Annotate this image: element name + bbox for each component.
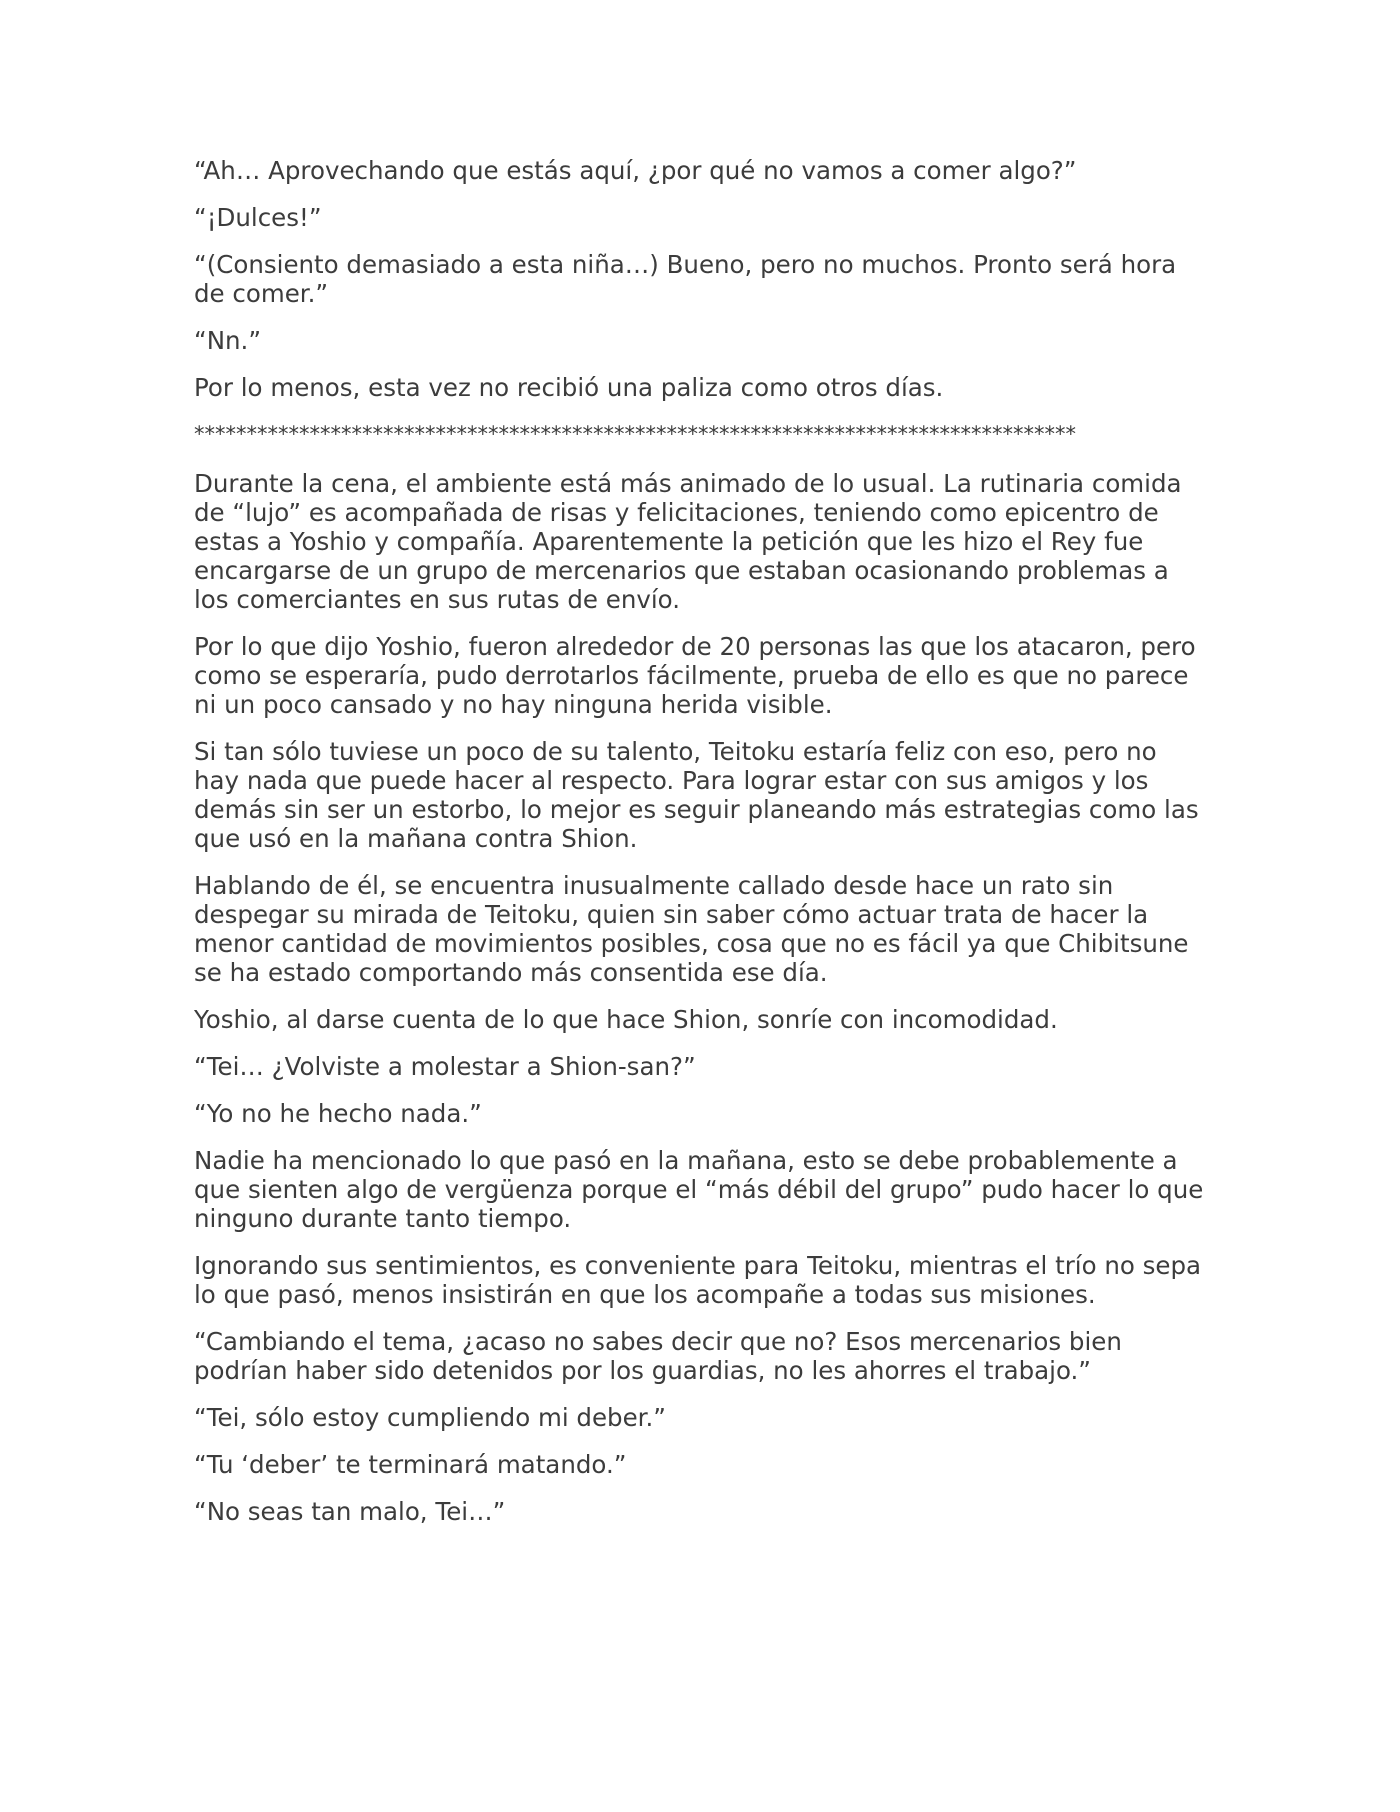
narration-paragraph: Yoshio, al darse cuenta de lo que hace Shion, sonríe con incomodidad.	[194, 1005, 1058, 1034]
dialogue-line: “Nn.”	[194, 326, 262, 355]
dialogue-line: “Tei… ¿Volviste a molestar a Shion-san?”	[194, 1052, 696, 1081]
narration-paragraph: Ignorando sus sentimientos, es conveniente para Teitoku, mientras el trío no sepa lo que pasó, menos insistirán en que los acompañe a todas sus misiones.	[194, 1251, 1202, 1309]
narration-paragraph: Si tan sólo tuviese un poco de su talento, Teitoku estaría feliz con eso, pero no hay nada que puede hacer al respecto. Para lograr estar con sus amigos y los demás sin ser un estorbo, lo mejor es seguir planeando más estrategias como las que usó en la mañana contra Shion.	[194, 737, 1199, 853]
narration-paragraph: Durante la cena, el ambiente está más animado de lo usual. La rutinaria comida de “lujo” es acompañada de risas y felicitaciones, teniendo como epicentro de estas a Yoshio y compañía. Aparentemente la petición que les hizo el Rey fue encargarse de un grupo de mercenarios que estaban ocasionando problemas a los comerciantes en sus rutas de envío.	[194, 469, 1182, 614]
dialogue-line: “Cambiando el tema, ¿acaso no sabes decir que no? Esos mercenarios bien podrían haber sido detenidos por los guardias, no les ahorres el trabajo.”	[194, 1327, 1122, 1385]
narration-paragraph: Por lo que dijo Yoshio, fueron alrededor de 20 personas las que los atacaron, pero como se esperaría, pudo derrotarlos fácilmente, prueba de ello es que no parece ni un poco cansado y no hay ninguna herida visible.	[194, 632, 1196, 719]
scene-separator: ************************************************************************************	[194, 422, 1076, 446]
narration-paragraph: Por lo menos, esta vez no recibió una paliza como otros días.	[194, 373, 944, 402]
dialogue-line: “Ah… Aprovechando que estás aquí, ¿por qué no vamos a comer algo?”	[194, 156, 1077, 185]
dialogue-line: “Tei, sólo estoy cumpliendo mi deber.”	[194, 1403, 666, 1432]
narration-paragraph: Hablando de él, se encuentra inusualmente callado desde hace un rato sin despegar su mirada de Teitoku, quien sin saber cómo actuar trata de hacer la menor cantidad de movimientos posibles, cosa que no es fácil ya que Chibitsune se ha estado comportando más consentida ese día.	[194, 871, 1189, 987]
dialogue-line: “¡Dulces!”	[194, 203, 322, 232]
narration-paragraph: Nadie ha mencionado lo que pasó en la mañana, esto se debe probablemente a que sienten algo de vergüenza porque el “más débil del grupo” pudo hacer lo que ninguno durante tanto tiempo.	[194, 1146, 1204, 1233]
dialogue-line: “Yo no he hecho nada.”	[194, 1099, 482, 1128]
dialogue-line: “(Consiento demasiado a esta niña…) Bueno, pero no muchos. Pronto será hora de comer.”	[194, 250, 1177, 308]
document-body	[194, 156, 1206, 1544]
dialogue-line: “No seas tan malo, Tei…”	[194, 1497, 506, 1526]
dialogue-line: “Tu ‘deber’ te terminará matando.”	[194, 1450, 627, 1479]
